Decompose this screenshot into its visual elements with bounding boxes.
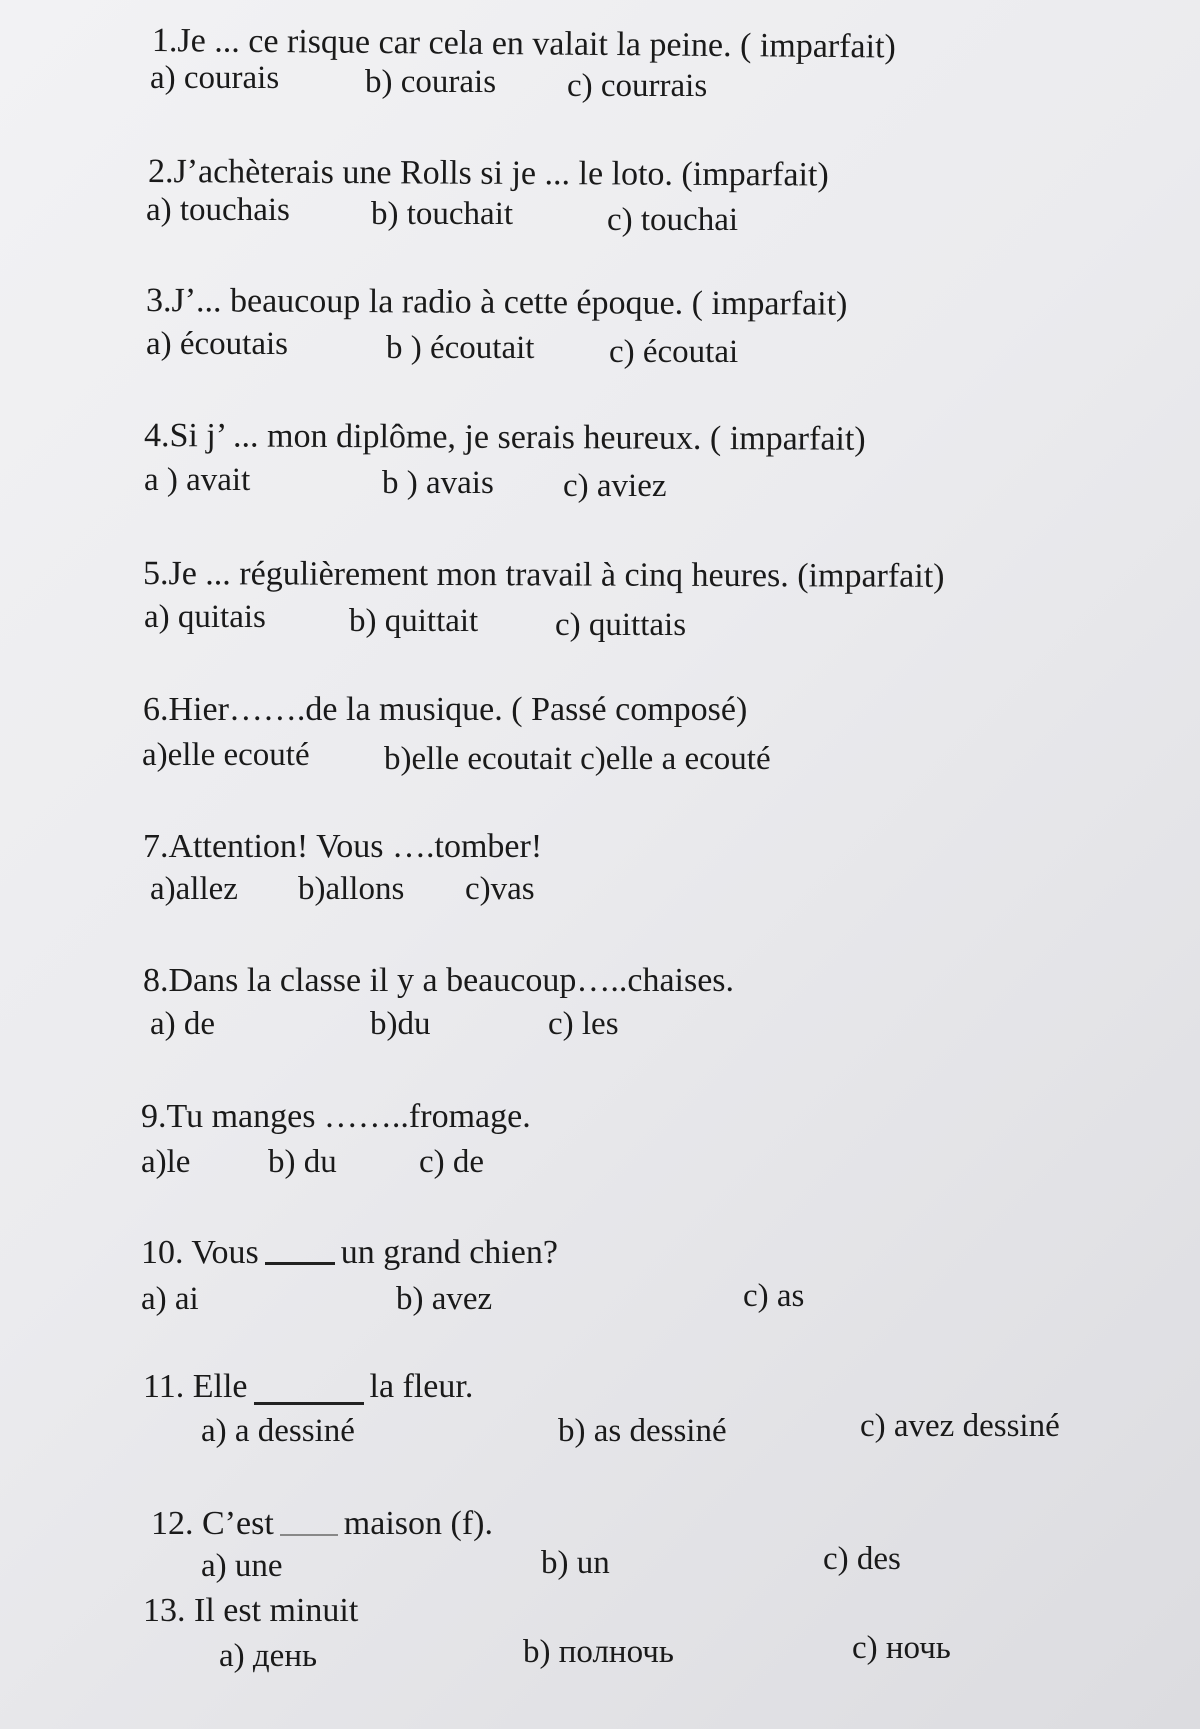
- question-10-prompt-end: un grand chien?: [340, 1234, 558, 1271]
- question-11-option-b: b) as dessiné: [558, 1413, 727, 1449]
- question-12-option-a: a) une: [201, 1548, 283, 1584]
- question-4-option-a: a ) avait: [144, 462, 251, 498]
- question-13-prompt: 13. Il est minuit: [143, 1592, 359, 1629]
- question-12-prompt: [151, 1507, 493, 1541]
- question-3-option-a: a) écoutais: [146, 326, 289, 362]
- question-10-option-a: a) ai: [141, 1281, 199, 1317]
- question-8-option-c: c) les: [548, 1006, 619, 1042]
- question-9-option-c: c) de: [419, 1144, 485, 1180]
- question-10-option-c: c) as: [743, 1278, 805, 1314]
- question-11-prompt-start: 11. Elle: [143, 1368, 248, 1405]
- question-9-option-a: a)le: [141, 1144, 191, 1180]
- question-12-option-c: c) des: [823, 1541, 901, 1577]
- question-3-option-b: b ) écoutait: [386, 330, 535, 366]
- question-11-option-c: c) avez dessiné: [860, 1408, 1060, 1444]
- question-8-option-b: b)du: [370, 1006, 431, 1042]
- question-10-blank: [265, 1262, 335, 1265]
- question-12-blank: [280, 1534, 338, 1536]
- question-13-option-a: a) день: [219, 1638, 318, 1674]
- question-6-prompt: 6.Hier…….de la musique. ( Passé composé): [143, 691, 748, 728]
- question-11-prompt: [143, 1370, 473, 1405]
- question-9-option-b: b) du: [268, 1144, 337, 1180]
- question-12-prompt-start: 12. C’est: [151, 1505, 274, 1542]
- question-2-prompt: 2.J’achèterais une Rolls si je ... le loto. (imparfait): [147, 153, 829, 194]
- question-2-option-b: b) touchait: [371, 196, 514, 232]
- question-4-option-c: c) aviez: [563, 468, 667, 504]
- question-10-prompt-start: 10. Vous: [141, 1234, 259, 1271]
- question-11-blank: [254, 1402, 364, 1405]
- question-4-option-b: b ) avais: [382, 465, 494, 501]
- question-10-prompt: [141, 1236, 558, 1270]
- question-13-option-c: c) ночь: [852, 1630, 951, 1666]
- question-3-option-c: c) écoutai: [609, 334, 739, 370]
- question-5-option-c: c) quittais: [555, 607, 687, 643]
- question-8-prompt: 8.Dans la classe il y a beaucoup…..chaises.: [143, 962, 735, 999]
- question-5-option-b: b) quittait: [349, 603, 479, 639]
- question-2-option-a: a) touchais: [146, 192, 290, 228]
- question-7-option-c: c)vas: [465, 871, 535, 907]
- question-5-option-a: a) quitais: [144, 599, 266, 635]
- question-3-prompt: 3.J’... beaucoup la radio à cette époque. ( imparfait): [145, 282, 848, 323]
- question-5-prompt: 5.Je ... régulièrement mon travail à cinq heures. (imparfait): [142, 555, 945, 595]
- question-1-option-c: c) courrais: [567, 68, 708, 104]
- question-6-option-bc: b)elle ecoutait c)elle a ecouté: [384, 741, 771, 777]
- question-7-prompt: 7.Attention! Vous ….tomber!: [143, 828, 543, 865]
- question-9-prompt: 9.Tu manges ……..fromage.: [141, 1098, 531, 1135]
- question-6-option-a: a)elle ecouté: [142, 737, 310, 773]
- question-10-option-b: b) avez: [396, 1281, 493, 1317]
- question-1-prompt: 1.Je ... ce risque car cela en valait la peine. ( imparfait): [151, 22, 896, 66]
- question-11-option-a: a) a dessiné: [201, 1413, 355, 1449]
- question-13-option-b: b) полночь: [523, 1634, 674, 1670]
- question-7-option-a: a)allez: [150, 871, 238, 907]
- question-2-option-c: c) touchai: [607, 202, 739, 238]
- question-1-option-a: a) courais: [150, 60, 280, 96]
- question-11-prompt-end: la fleur.: [369, 1368, 474, 1405]
- question-12-prompt-end: maison (f).: [343, 1505, 493, 1542]
- question-8-option-a: a) de: [150, 1006, 216, 1042]
- question-4-prompt: 4.Si j’ ... mon diplôme, je serais heureux. ( imparfait): [143, 417, 866, 458]
- question-12-option-b: b) un: [541, 1545, 610, 1581]
- question-1-option-b: b) courais: [365, 64, 497, 100]
- question-7-option-b: b)allons: [298, 871, 405, 907]
